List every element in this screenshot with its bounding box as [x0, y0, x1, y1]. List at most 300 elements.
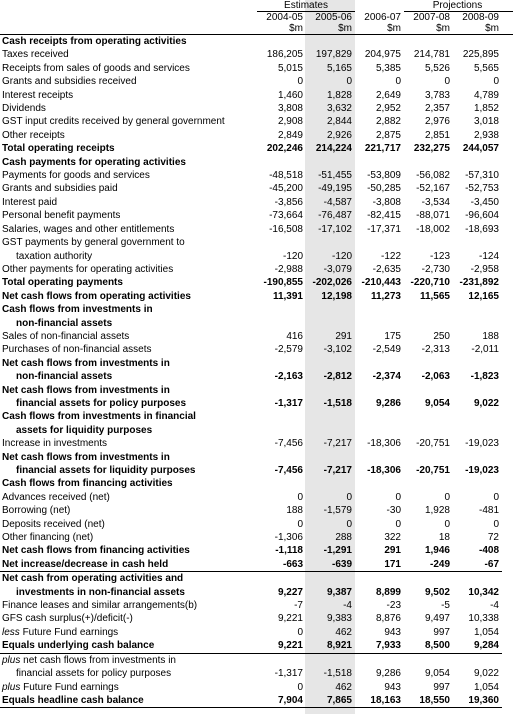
table-row: [0, 115, 513, 128]
row-value: 0: [297, 518, 303, 530]
table-row: [0, 276, 513, 289]
row-value: [453, 236, 502, 249]
row-value: 9,054: [424, 397, 450, 409]
table-row: [0, 667, 513, 680]
row-value: [355, 384, 404, 397]
row-label: [0, 586, 257, 599]
row-value: 1,054: [473, 626, 499, 638]
table-row: [0, 370, 513, 383]
table-row: [0, 102, 513, 115]
row-value: [355, 477, 404, 490]
row-value: -7,456: [274, 438, 303, 450]
row-label-text: Borrowing (net): [2, 505, 71, 517]
row-value: [306, 424, 355, 437]
row-value: [306, 410, 355, 423]
row-value: [306, 477, 355, 490]
table-row: [0, 572, 513, 586]
row-value: 3,808: [277, 103, 303, 115]
row-value: -7,456: [274, 465, 303, 476]
row-value: 11,565: [419, 290, 450, 302]
row-value: -1,579: [323, 505, 352, 517]
row-label: [0, 330, 257, 343]
table-header: [0, 0, 513, 35]
table-row: [0, 477, 513, 490]
row-value: 188: [482, 330, 499, 342]
row-value: 322: [384, 532, 401, 544]
row-value: 9,286: [375, 397, 401, 409]
row-value: -1,823: [470, 371, 499, 383]
row-label: [0, 531, 257, 544]
table-row: [0, 612, 513, 625]
table-row: [0, 504, 513, 517]
row-label-text: Deposits received (net): [2, 518, 105, 530]
header-year: 2008-09: [462, 12, 499, 23]
row-value: 10,342: [468, 586, 499, 598]
row-value: [257, 357, 306, 370]
row-value: -2,579: [274, 344, 303, 356]
row-value: -49,195: [318, 183, 352, 195]
header-unit: $m: [387, 23, 401, 34]
table-row: [0, 544, 513, 557]
row-label-text: Net cash flows from operating activities: [2, 290, 191, 302]
row-value: [404, 35, 453, 49]
header-unit: $m: [485, 23, 499, 34]
row-value: 416: [286, 330, 303, 342]
row-value: 7,933: [355, 639, 404, 653]
row-value: -3,102: [323, 344, 352, 356]
row-value: 462: [335, 681, 352, 693]
row-value: 2,952: [375, 103, 401, 115]
row-label: [0, 102, 257, 115]
row-value: [306, 451, 355, 464]
row-value: [355, 410, 404, 423]
row-label-text: assets for liquidity purposes: [16, 424, 153, 436]
row-value: -7: [294, 600, 303, 612]
table-row: [0, 424, 513, 437]
row-value: -56,082: [416, 170, 450, 182]
row-label: [0, 504, 257, 517]
row-value: -96,604: [465, 210, 499, 222]
table-row: [0, 531, 513, 544]
table-row: [0, 357, 513, 370]
row-label-text: Equals underlying cash balance: [2, 640, 155, 652]
table-row: [0, 317, 513, 330]
row-value: -76,487: [318, 210, 352, 222]
table-row: [0, 223, 513, 236]
row-value: 18,163: [355, 694, 404, 708]
row-value: [355, 303, 404, 316]
row-value: 9,054: [424, 668, 450, 680]
row-value: -20,751: [416, 465, 450, 476]
row-value: 2,976: [424, 116, 450, 128]
row-label-text: Advances received (net): [2, 491, 110, 503]
row-value: 0: [346, 491, 352, 503]
row-label: [0, 223, 257, 236]
row-label-text: financial assets for policy purposes: [16, 668, 172, 680]
header-year: 2004-05: [266, 12, 303, 23]
header-year: 2007-08: [413, 12, 450, 23]
row-label: [0, 384, 257, 397]
row-label: [0, 518, 257, 531]
row-label: [0, 62, 257, 75]
row-label-text: Interest receipts: [2, 89, 74, 101]
row-value: 9,227: [277, 586, 303, 598]
row-value: -45,200: [269, 183, 303, 195]
row-label-text: Other financing (net): [2, 532, 94, 544]
row-label-text: Cash flows from financing activities: [2, 478, 173, 490]
row-value: 1,828: [326, 89, 352, 101]
row-value: -82,415: [367, 210, 401, 222]
row-value: 3,783: [424, 89, 450, 101]
row-label: [0, 169, 257, 182]
row-value: -17,102: [318, 223, 352, 235]
table-row: [0, 62, 513, 75]
row-value: -231,892: [459, 277, 499, 289]
row-label-text: Payments for goods and services: [2, 170, 150, 182]
row-value: [257, 424, 306, 437]
row-label-text: Net cash flows from investments in: [2, 357, 170, 369]
row-label-text: financial assets for policy purposes: [16, 397, 187, 409]
row-label: [0, 653, 257, 667]
row-value: 2,938: [473, 129, 499, 141]
row-label: [0, 303, 257, 316]
row-label: [0, 343, 257, 356]
row-value: 2,908: [277, 116, 303, 128]
row-value: -88,071: [416, 210, 450, 222]
row-value: [306, 156, 355, 169]
table-body: [0, 35, 513, 708]
row-value: 9,497: [424, 613, 450, 625]
row-value: 288: [335, 532, 352, 544]
row-value: [453, 357, 502, 370]
row-value: 18: [438, 532, 450, 544]
row-value: [453, 451, 502, 464]
table-row: [0, 182, 513, 195]
table-row: [0, 343, 513, 356]
table-row: [0, 639, 513, 653]
table-row: [0, 491, 513, 504]
row-label-text: GFS cash surplus(+)/deficit(-): [2, 613, 133, 625]
row-value: 1,852: [473, 103, 499, 115]
row-value: 244,057: [462, 143, 499, 155]
row-value: -481: [478, 505, 499, 517]
header-unit: $m: [289, 23, 303, 34]
row-value: [306, 35, 355, 49]
row-value: -1,317: [274, 668, 303, 680]
row-label: [0, 681, 257, 694]
row-label-text: investments in non-financial assets: [16, 586, 185, 598]
row-label: [0, 464, 257, 477]
row-value: 7,904: [257, 694, 306, 708]
row-value: [404, 653, 453, 667]
row-label: [0, 424, 257, 437]
row-value: 2,882: [375, 116, 401, 128]
row-label: [0, 599, 257, 612]
row-label-text: Net cash from operating activities and: [2, 573, 184, 585]
row-value: -7,217: [323, 465, 352, 476]
table-row: [0, 196, 513, 209]
row-value: -639: [306, 558, 355, 572]
row-value: 250: [433, 330, 450, 342]
row-value: -1,518: [323, 397, 352, 409]
row-value: [453, 477, 502, 490]
row-value: [257, 317, 306, 330]
row-value: 3,018: [473, 116, 499, 128]
header-unit: $m: [338, 23, 352, 34]
row-value: -220,710: [410, 277, 450, 289]
row-label: [0, 558, 257, 572]
row-label-text: Total operating receipts: [2, 143, 115, 155]
row-value: 0: [297, 681, 303, 693]
row-label-text: Dividends: [2, 103, 46, 115]
row-value: -3,079: [323, 263, 352, 275]
row-label-text: Personal benefit payments: [2, 210, 121, 222]
row-value: [355, 236, 404, 249]
row-label-text: GST input credits received by general government: [2, 116, 225, 128]
row-value: -663: [257, 558, 306, 572]
row-value: -52,753: [465, 183, 499, 195]
row-value: -2,730: [421, 263, 450, 275]
row-value: 2,849: [277, 129, 303, 141]
row-label-text: Future Fund earnings: [19, 626, 119, 638]
row-value: 221,717: [364, 143, 401, 155]
row-value: [355, 653, 404, 667]
row-value: -2,988: [274, 263, 303, 275]
row-value: [404, 384, 453, 397]
row-value: 0: [493, 491, 499, 503]
row-value: [404, 303, 453, 316]
row-value: -1,306: [274, 532, 303, 544]
row-value: 997: [433, 681, 450, 693]
row-label-text: Purchases of non-financial assets: [2, 344, 152, 356]
row-value: -20,751: [416, 438, 450, 450]
row-value: 9,383: [326, 613, 352, 625]
row-value: -67: [453, 558, 502, 572]
row-value: 204,975: [364, 49, 401, 61]
table-row: [0, 169, 513, 182]
row-label: [0, 263, 257, 276]
row-label: [0, 35, 257, 49]
row-value: [355, 572, 404, 586]
row-value: [355, 424, 404, 437]
row-label-text: taxation authority: [16, 250, 93, 262]
row-label: [0, 290, 257, 303]
row-value: 291: [384, 545, 401, 557]
row-label: [0, 626, 257, 639]
row-value: 232,275: [413, 143, 450, 155]
row-value: -50,285: [367, 183, 401, 195]
row-value: 0: [395, 76, 401, 88]
row-value: -18,002: [416, 223, 450, 235]
table-row: [0, 35, 513, 49]
table-row: [0, 681, 513, 694]
row-value: 8,899: [375, 586, 401, 598]
row-label-text: non-financial assets: [16, 317, 113, 329]
row-value: 5,165: [326, 62, 352, 74]
table-row: [0, 48, 513, 61]
table-row: [0, 558, 513, 572]
row-value: 214,224: [315, 143, 352, 155]
row-value: [404, 156, 453, 169]
row-label: [0, 397, 257, 410]
header-year: 2006-07: [364, 11, 401, 23]
table-row: [0, 263, 513, 276]
row-value: -2,313: [421, 344, 450, 356]
table-row: [0, 89, 513, 102]
row-value: 0: [395, 491, 401, 503]
row-value: 12,165: [468, 290, 499, 302]
row-label: [0, 410, 257, 423]
row-value: -1,118: [275, 545, 303, 557]
row-value: 0: [297, 626, 303, 638]
row-value: [306, 317, 355, 330]
row-label-text: Other receipts: [2, 129, 65, 141]
row-value: 2,851: [424, 129, 450, 141]
row-label-text: Future Fund earnings: [20, 681, 119, 693]
table-row: [0, 586, 513, 599]
row-value: -4,587: [323, 196, 352, 208]
row-value: 0: [493, 76, 499, 88]
row-value: [355, 451, 404, 464]
row-label: [0, 196, 257, 209]
row-value: 0: [297, 491, 303, 503]
row-label-text: Increase in investments: [2, 438, 108, 450]
row-value: -408: [478, 545, 499, 557]
row-label: [0, 48, 257, 61]
row-label: [0, 370, 257, 383]
row-label-text: Net cash flows from investments in: [2, 384, 170, 396]
row-value: [453, 317, 502, 330]
row-value: -120: [331, 250, 352, 262]
row-value: 0: [444, 76, 450, 88]
row-value: -23: [386, 600, 401, 612]
row-label-text: Net increase/decrease in cash held: [2, 558, 169, 570]
row-label-text: net cash flows from investments in: [20, 654, 176, 666]
row-value: 225,895: [462, 49, 499, 61]
row-value: [404, 424, 453, 437]
row-value: -2,958: [470, 263, 499, 275]
row-value: 2,926: [326, 129, 352, 141]
table-row: [0, 653, 513, 667]
row-value: [257, 477, 306, 490]
row-value: [453, 410, 502, 423]
row-value: 5,565: [473, 62, 499, 74]
row-value: [257, 303, 306, 316]
row-value: [404, 477, 453, 490]
row-value: 2,875: [375, 129, 401, 141]
row-value: [257, 35, 306, 49]
row-value: -53,809: [367, 170, 401, 182]
row-value: -4: [343, 600, 352, 612]
row-value: -2,163: [274, 371, 303, 383]
row-value: [404, 572, 453, 586]
row-value: -48,518: [269, 170, 303, 182]
row-value: [257, 384, 306, 397]
row-value: [355, 35, 404, 49]
row-label-prefix: less: [2, 626, 20, 638]
row-label: [0, 437, 257, 450]
row-label-text: Cash receipts from operating activities: [2, 36, 187, 47]
row-value: -16,508: [269, 223, 303, 235]
row-value: 997: [433, 626, 450, 638]
row-label: [0, 317, 257, 330]
row-label: [0, 276, 257, 289]
row-value: -3,534: [421, 196, 450, 208]
row-label-text: Taxes received: [2, 49, 69, 61]
row-value: [306, 653, 355, 667]
table-row: [0, 464, 513, 477]
row-value: -18,306: [367, 465, 401, 476]
row-value: 10,338: [468, 613, 499, 625]
row-value: [306, 357, 355, 370]
row-label-text: Other payments for operating activities: [2, 263, 174, 275]
row-value: 2,844: [326, 116, 352, 128]
row-value: 186,205: [266, 49, 303, 61]
row-value: -249: [404, 558, 453, 572]
table-row: [0, 209, 513, 222]
row-label: [0, 451, 257, 464]
row-value: [404, 451, 453, 464]
row-label: [0, 236, 257, 249]
row-value: -202,026: [312, 277, 352, 289]
header-group-projections: Projections: [404, 0, 513, 12]
row-value: [306, 384, 355, 397]
row-label: [0, 129, 257, 142]
row-label: [0, 612, 257, 625]
row-value: -2,635: [372, 263, 401, 275]
row-label-text: Receipts from sales of goods and services: [2, 62, 190, 74]
row-value: 3,632: [326, 103, 352, 115]
row-value: 188: [286, 505, 303, 517]
row-value: -57,310: [465, 170, 499, 182]
row-value: -120: [282, 250, 303, 262]
row-label-text: GST payments by general government to: [2, 237, 185, 249]
row-label-text: Grants and subsidies received: [2, 76, 137, 88]
row-value: -52,167: [416, 183, 450, 195]
row-value: 11,273: [370, 290, 401, 302]
header-year: 2005-06: [315, 12, 352, 23]
row-label-text: Sales of non-financial assets: [2, 330, 130, 342]
row-label-text: Cash flows from investments in: [2, 304, 153, 316]
table-row: [0, 142, 513, 155]
table-row: [0, 129, 513, 142]
table-row: [0, 384, 513, 397]
row-value: 5,385: [375, 62, 401, 74]
row-value: [404, 357, 453, 370]
row-value: [257, 653, 306, 667]
row-value: 2,357: [424, 103, 450, 115]
row-value: 9,221: [257, 639, 306, 653]
table-row: [0, 694, 513, 708]
row-value: 11,391: [272, 290, 303, 302]
row-value: 8,921: [306, 639, 355, 653]
row-value: [453, 303, 502, 316]
row-value: [355, 357, 404, 370]
row-value: -2,549: [372, 344, 401, 356]
row-label-text: Salaries, wages and other entitlements: [2, 223, 175, 235]
header-group-estimates: Estimates: [257, 0, 355, 12]
row-value: -5: [441, 600, 450, 612]
row-value: -7,217: [323, 438, 352, 450]
row-value: -123: [429, 250, 450, 262]
row-value: 4,789: [473, 89, 499, 101]
row-value: -210,443: [361, 277, 401, 289]
row-value: 0: [346, 518, 352, 530]
row-label: [0, 156, 257, 169]
row-value: -3,450: [470, 196, 499, 208]
row-value: -73,664: [269, 210, 303, 222]
row-value: [355, 317, 404, 330]
